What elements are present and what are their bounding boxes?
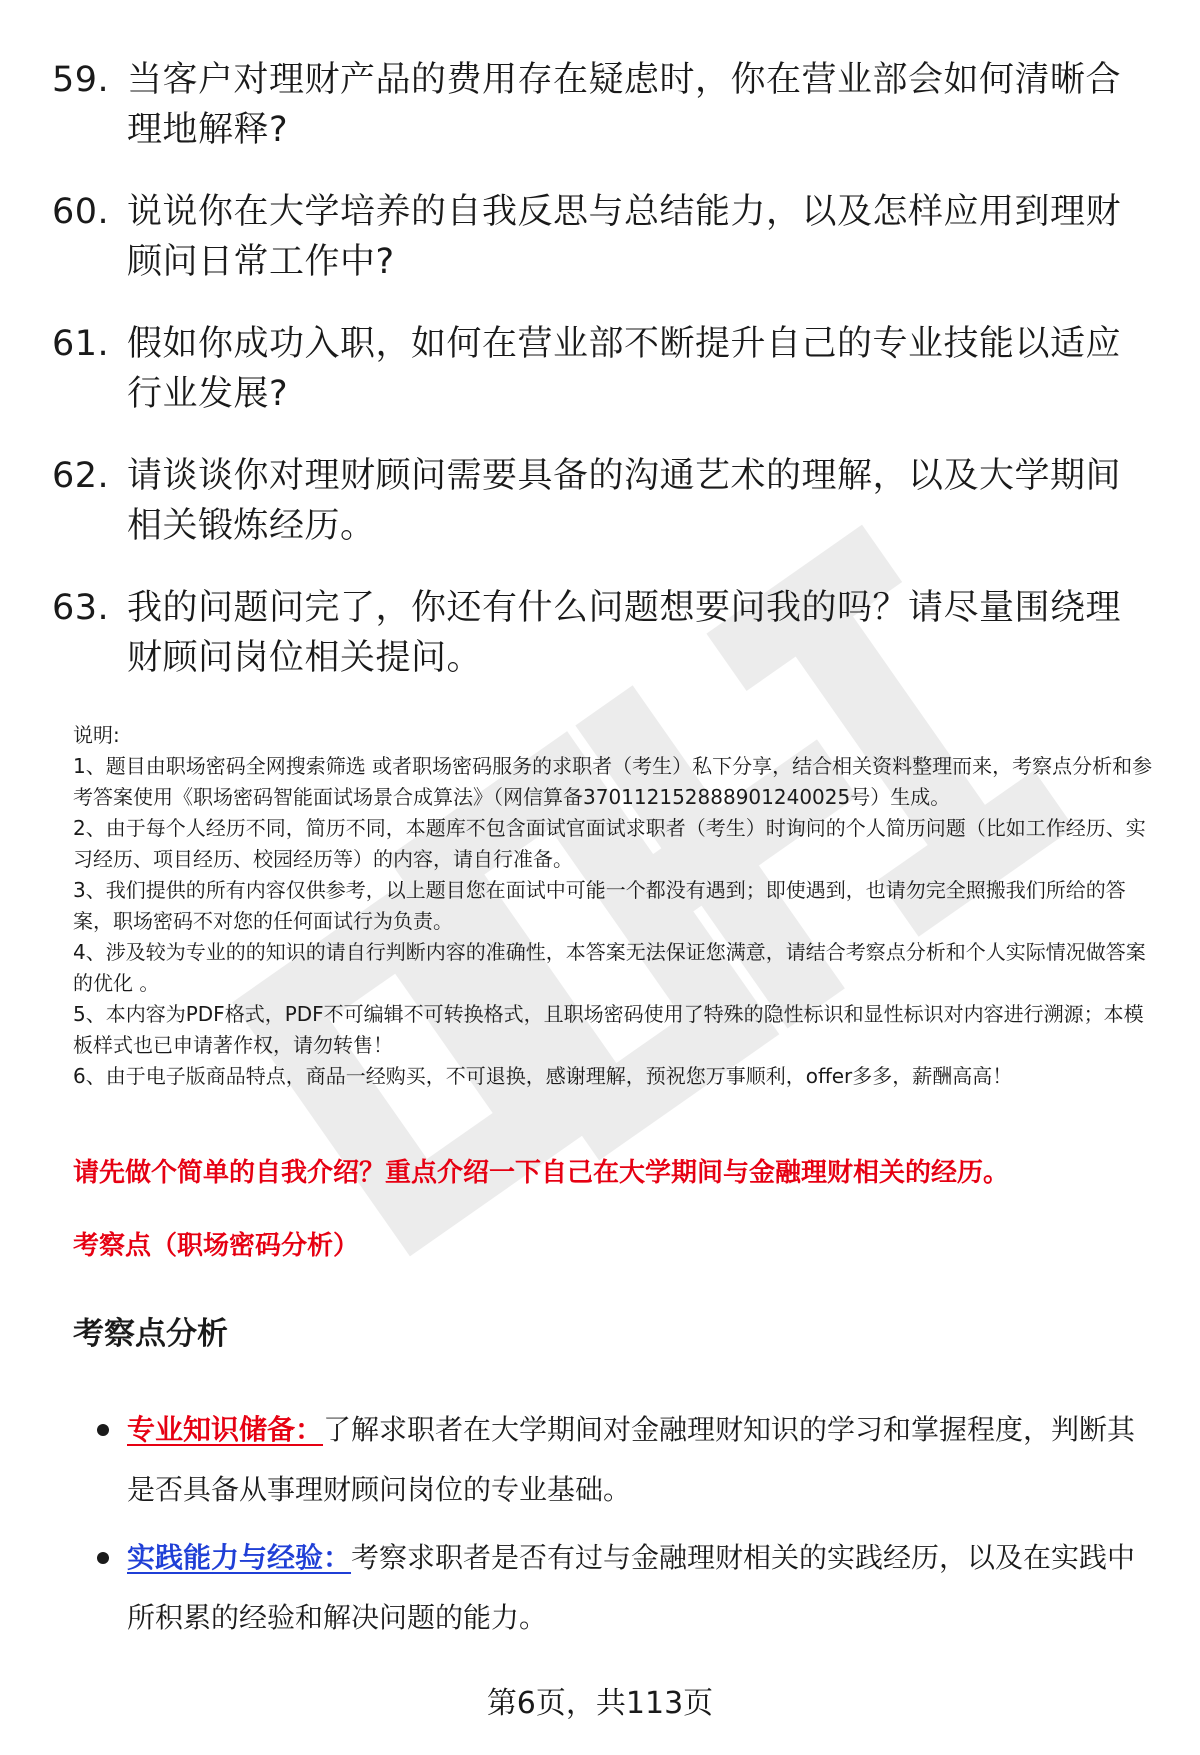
question-item — [52, 55, 1152, 155]
note-item: 1、题目由职场密码全网搜索筛选 或者职场密码服务的求职者（考生）私下分享，结合相关资料整理而来，考察点分析和参考答案使用《职场密码智能面试场景合成算法》（网信算备370112152888901240025号）生成。 — [73, 754, 1153, 809]
question-item — [52, 319, 1152, 419]
note-item: 2、由于每个人经历不同，简历不同，本题库不包含面试官面试求职者（考生）时询问的个人简历问题（比如工作经历、实习经历、项目经历、校园经历等）的内容，请自行准备。 — [73, 816, 1146, 871]
analysis-term: 专业知识储备： — [127, 1413, 324, 1446]
notes-section — [73, 720, 1163, 1092]
bullet-icon — [97, 1424, 109, 1436]
question-number: 61. — [52, 324, 110, 364]
analysis-heading: 考察点分析 — [73, 1316, 228, 1352]
note-item: 3、我们提供的所有内容仅供参考，以上题目您在面试中可能一个都没有遇到；即使遇到，也请勿完全照搬我们所给的答案，职场密码不对您的任何面试行为负责。 — [73, 878, 1126, 933]
exam-point-label: 考察点（职场密码分析） — [73, 1231, 360, 1261]
analysis-term: 实践能力与经验： — [127, 1541, 352, 1574]
question-item — [52, 451, 1152, 551]
question-number: 60. — [52, 192, 110, 232]
note-item: 6、由于电子版商品特点，商品一经购买，不可退换，感谢理解，预祝您万事顺利，offer多多，薪酬高高！ — [73, 1064, 1013, 1088]
question-text: 我的问题问完了，你还有什么问题想要问我的吗？请尽量围绕理财顾问岗位相关提问。 — [127, 588, 1122, 678]
bullet-icon — [97, 1552, 109, 1564]
question-text: 请谈谈你对理财顾问需要具备的沟通艺术的理解，以及大学期间相关锻炼经历。 — [127, 456, 1122, 546]
question-text: 当客户对理财产品的费用存在疑虑时，你在营业部会如何清晰合理地解释? — [127, 60, 1122, 150]
question-text: 假如你成功入职，如何在营业部不断提升自己的专业技能以适应行业发展? — [127, 324, 1122, 414]
notes-title: 说明: — [73, 723, 120, 747]
question-item — [52, 187, 1152, 287]
featured-question: 请先做个简单的自我介绍？重点介绍一下自己在大学期间与金融理财相关的经历。 — [73, 1158, 1010, 1188]
analysis-item — [95, 1528, 1145, 1648]
question-number: 62. — [52, 456, 110, 496]
question-number: 59. — [52, 60, 110, 100]
analysis-text: 考察求职者是否有过与金融理财相关的实践经历，以及在实践中所积累的经验和解决问题的能力。 — [127, 1541, 1136, 1634]
question-item — [52, 583, 1152, 683]
question-number: 63. — [52, 588, 110, 628]
analysis-item — [95, 1400, 1145, 1520]
analysis-list — [95, 1400, 1145, 1656]
question-text: 说说你在大学培养的自我反思与总结能力，以及怎样应用到理财顾问日常工作中? — [127, 192, 1122, 282]
note-item: 5、本内容为PDF格式，PDF不可编辑不可转换格式，且职场密码使用了特殊的隐性标识和显性标识对内容进行溯源；本模板样式也已申请著作权，请勿转售！ — [73, 1002, 1144, 1057]
note-item: 4、涉及较为专业的的知识的请自行判断内容的准确性，本答案无法保证您满意，请结合考察点分析和个人实际情况做答案的优化 。 — [73, 940, 1146, 995]
page-footer: 第6页，共113页 — [486, 1686, 714, 1721]
question-list — [52, 55, 1152, 715]
analysis-text: 了解求职者在大学期间对金融理财知识的学习和掌握程度，判断其是否具备从事理财顾问岗位的专业基础。 — [127, 1413, 1136, 1506]
